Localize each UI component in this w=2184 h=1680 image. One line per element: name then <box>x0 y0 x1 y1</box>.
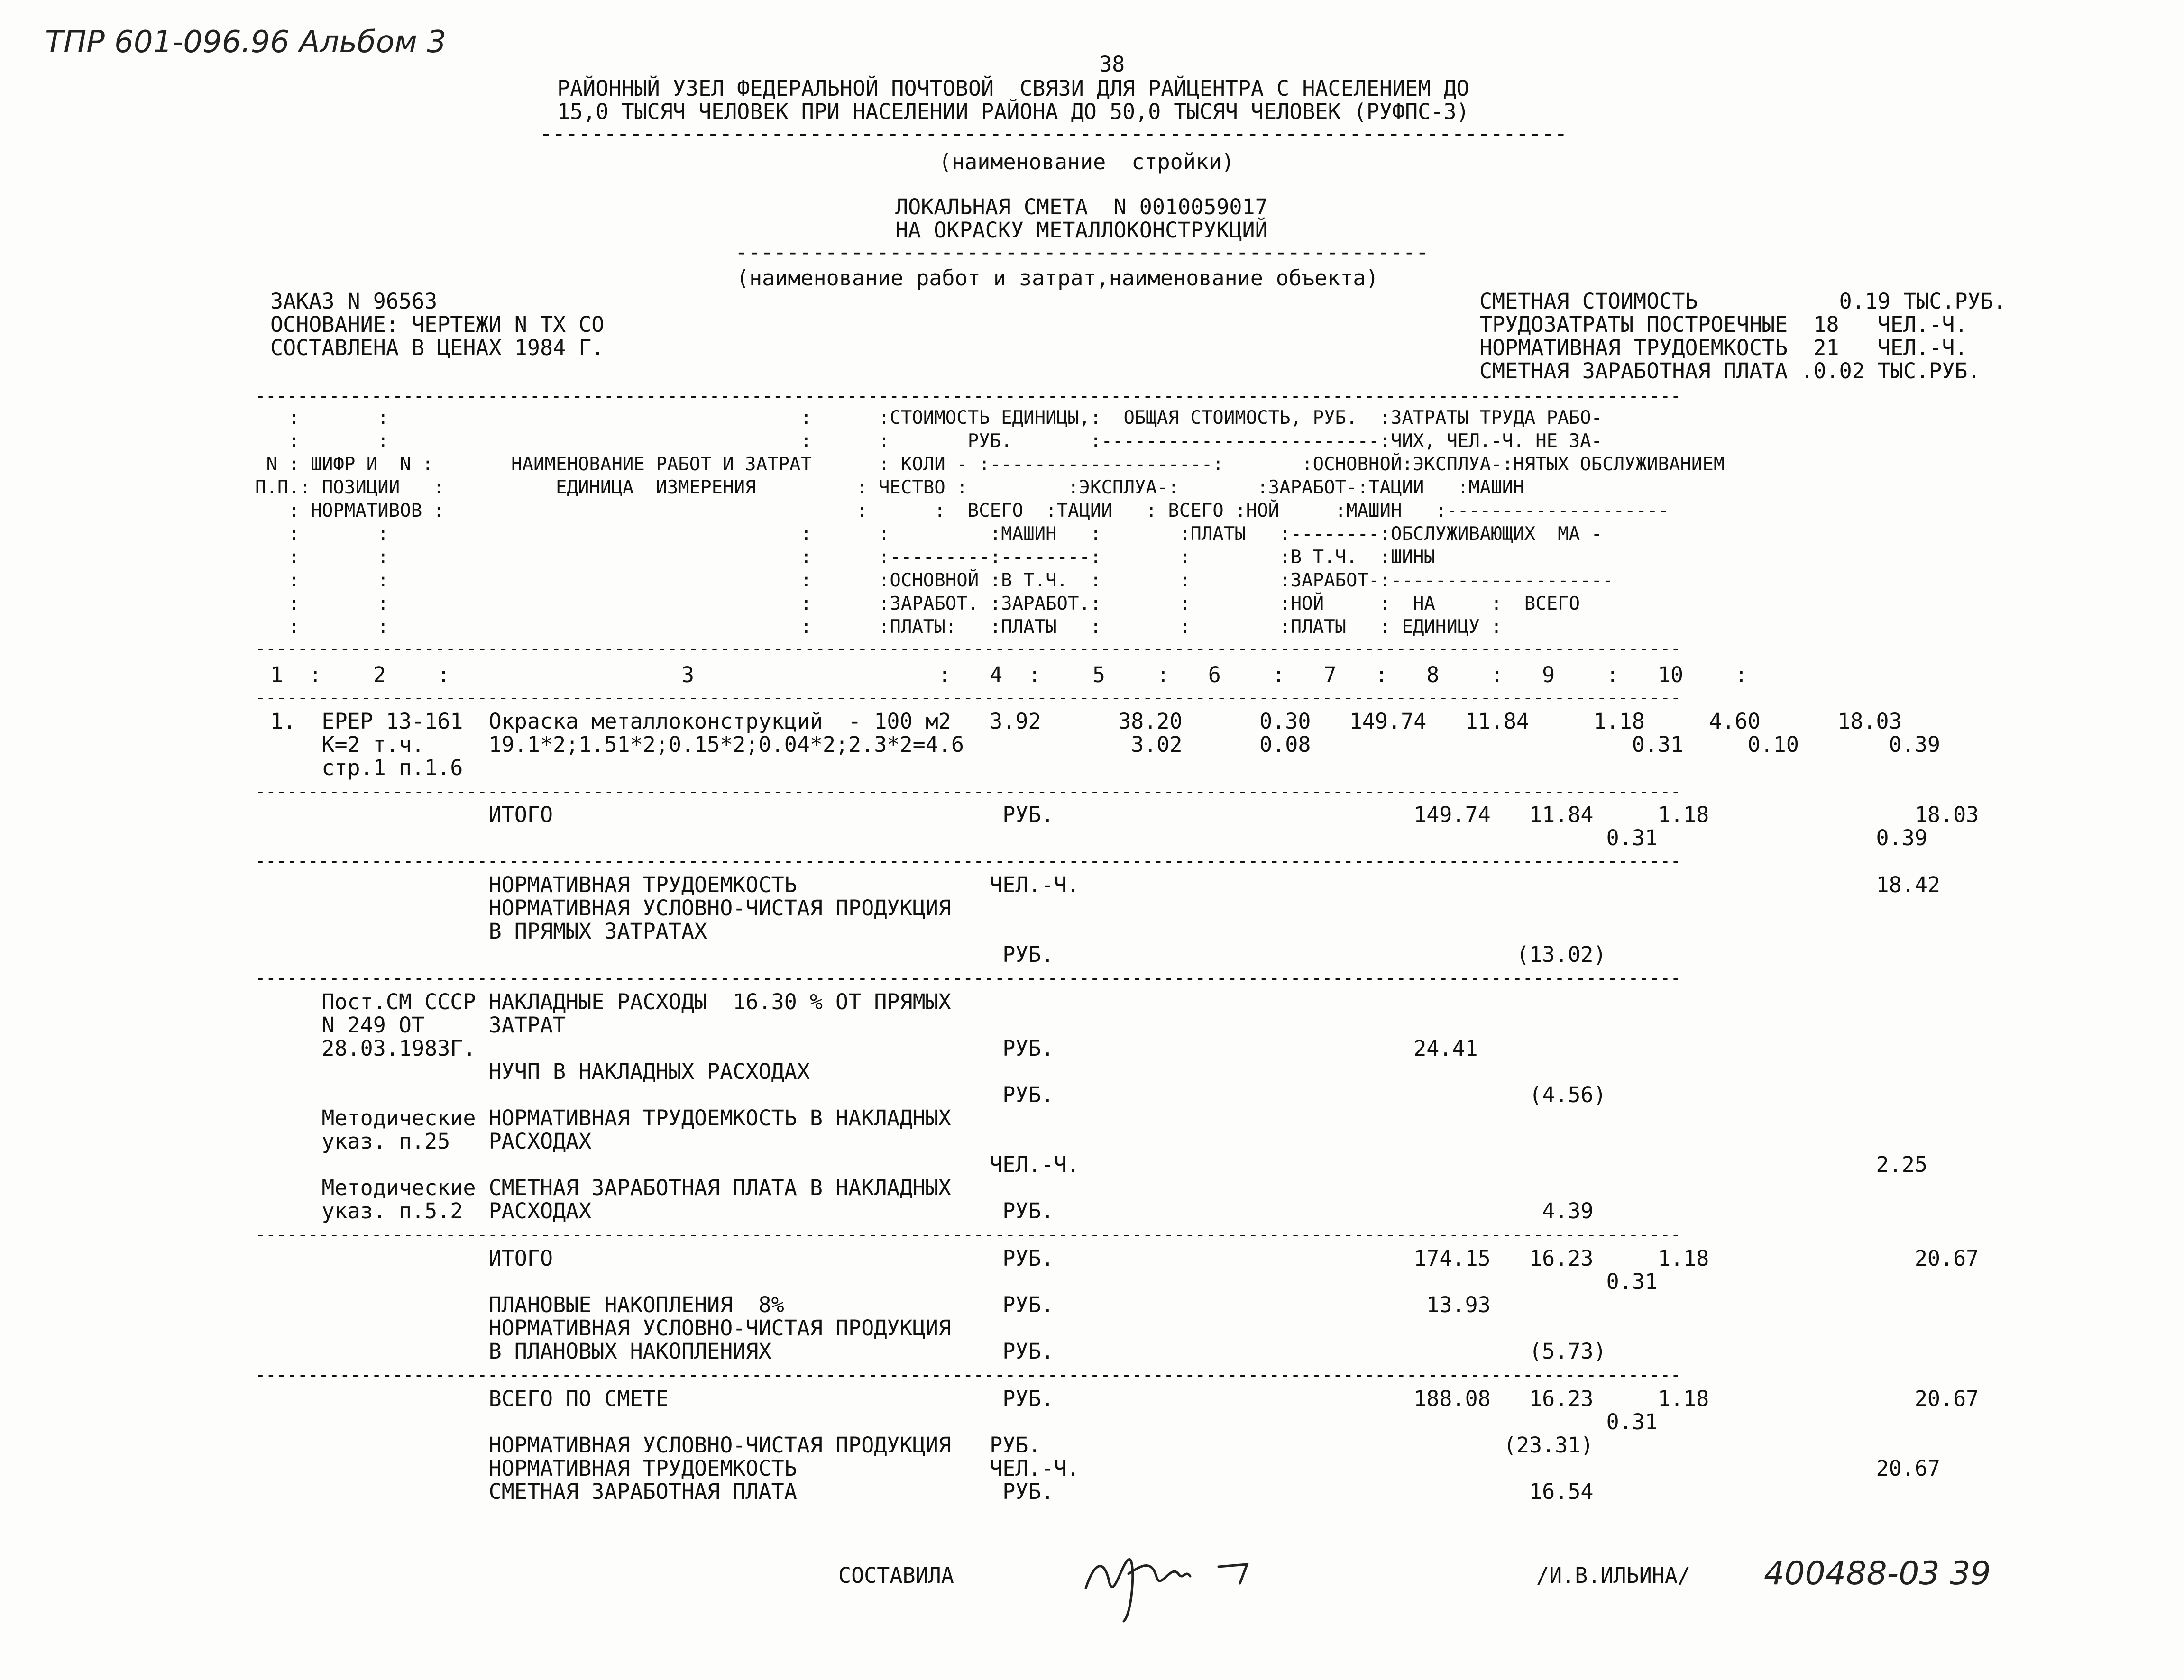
table-rule: --------------------------------------------------------------------------------------------------------------------------------------- <box>255 968 1681 988</box>
order-number: ЗАКАЗ N 96563 <box>270 289 438 314</box>
grand-total-wages: СМЕТНАЯ ЗАРАБОТНАЯ ПЛАТА РУБ. 16.54 <box>270 1479 1594 1504</box>
total-line1: ИТОГО РУБ. 174.15 16.23 1.18 20.67 <box>270 1246 1979 1271</box>
price-base: СОСТАВЛЕНА В ЦЕНАХ 1984 Г. <box>270 335 605 360</box>
overhead-labor: указ. п.25 РАСХОДАХ <box>270 1129 592 1154</box>
table-header-row: П.П.: ПОЗИЦИИ : ЕДИНИЦА ИЗМЕРЕНИЯ : ЧЕСТВО : :ЭКСПЛУА-: :ЗАРАБОТ-:ТАЦИИ :МАШИН <box>255 477 1524 498</box>
table-header-row: : : : :---------:--------: : :В Т.Ч. :ШИНЫ <box>255 547 1435 568</box>
grand-total-line2: 0.31 <box>270 1409 1658 1434</box>
normative-product-line: НОРМАТИВНАЯ УСЛОВНО-ЧИСТАЯ ПРОДУКЦИЯ <box>270 895 951 921</box>
page-number: 38 <box>1099 52 1125 77</box>
table-rule: --------------------------------------------------------------------------------------------------------------------------------------- <box>255 781 1681 802</box>
item-1-line2: К=2 т.ч. 19.1*2;1.51*2;0.15*2;0.04*2;2.3*2=4.6 3.02 0.08 0.31 0.10 0.39 <box>270 732 1940 757</box>
table-header-row: : : : :ОСНОВНОЙ :В Т.Ч. : : :ЗАРАБОТ-:-------------------- <box>255 570 1614 591</box>
handwritten-sheet-code: 400488-03 39 <box>1764 1555 1991 1592</box>
overhead-nuchp: НУЧП В НАКЛАДНЫХ РАСХОДАХ <box>270 1059 810 1084</box>
subtotal-line1: ИТОГО РУБ. 149.74 11.84 1.18 18.03 <box>270 802 1979 827</box>
table-rule: --------------------------------------------------------------------------------------------------------------------------------------- <box>255 851 1681 871</box>
table-rule: --------------------------------------------------------------------------------------------------------------------------------------- <box>255 1365 1681 1385</box>
table-header-row: : : : : :МАШИН : :ПЛАТЫ :--------:ОБСЛУЖИВАЮЩИХ МА - <box>255 523 1603 545</box>
grand-total-product: НОРМАТИВНАЯ УСЛОВНО-ЧИСТАЯ ПРОДУКЦИЯ РУБ. (23.31) <box>270 1433 1594 1458</box>
table-rule: --------------------------------------------------------------------------------------------------------------------------------------- <box>255 639 1681 659</box>
document-title-line1: РАЙОННЫЙ УЗЕЛ ФЕДЕРАЛЬНОЙ ПОЧТОВОЙ СВЯЗИ ДЛЯ РАЙЦЕНТРА С НАСЕЛЕНИЕМ ДО <box>557 76 1469 101</box>
table-rule: --------------------------------------------------------------------------------------------------------------------------------------- <box>255 1224 1681 1245</box>
estimate-title-line1: ЛОКАЛЬНАЯ СМЕТА N 0010059017 <box>895 194 1268 219</box>
grand-total-labor: НОРМАТИВНАЯ ТРУДОЕМКОСТЬ ЧЕЛ.-Ч. 20.67 <box>270 1456 1940 1481</box>
planned-savings: ПЛАНОВЫЕ НАКОПЛЕНИЯ 8% РУБ. 13.93 <box>270 1292 1491 1317</box>
basis: ОСНОВАНИЕ: ЧЕРТЕЖИ N ТХ СО <box>270 312 605 337</box>
item-1-line3: стр.1 п.1.6 <box>270 755 463 780</box>
overhead-labor-value: ЧЕЛ.-Ч. 2.25 <box>270 1152 1927 1177</box>
table-rule: --------------------------------------------------------------------------------------------------------------------------------------- <box>255 687 1681 708</box>
document-title-line2: 15,0 ТЫСЯЧ ЧЕЛОВЕК ПРИ НАСЕЛЕНИИ РАЙОНА ДО 50,0 ТЫСЯЧ ЧЕЛОВЕК (РУФПС-3) <box>557 99 1469 124</box>
composed-by-label: СОСТАВИЛА <box>838 1563 954 1588</box>
labor-on-site: ТРУДОЗАТРАТЫ ПОСТРОЕЧНЫЕ 18 ЧЕЛ.-Ч. <box>1479 312 1968 337</box>
estimate-title-line2: НА ОКРАСКУ МЕТАЛЛОКОНСТРУКЦИЙ <box>895 218 1268 243</box>
normative-labor: НОРМАТИВНАЯ ТРУДОЕМКОСТЬ 21 ЧЕЛ.-Ч. <box>1479 335 1968 360</box>
planned-product-value: В ПЛАНОВЫХ НАКОПЛЕНИЯХ РУБ. (5.73) <box>270 1339 1606 1364</box>
grand-total-line1: ВСЕГО ПО СМЕТЕ РУБ. 188.08 16.23 1.18 20.67 <box>270 1386 1979 1411</box>
subtotal-line2: 0.31 0.39 <box>270 825 1927 850</box>
table-header-row: : : : :ПЛАТЫ: :ПЛАТЫ : : :ПЛАТЫ : ЕДИНИЦУ : <box>255 616 1502 638</box>
table-header-row: : : : : РУБ. :-------------------------:ЧИХ, ЧЕЛ.-Ч. НЕ ЗА- <box>255 430 1603 452</box>
estimate-rule: ------------------------------------------------------ <box>735 239 1429 265</box>
table-header-row: : : : :ЗАРАБОТ. :ЗАРАБОТ.: : :НОЙ : НА : ВСЕГО <box>255 593 1580 614</box>
estimated-wages: СМЕТНАЯ ЗАРАБОТНАЯ ПЛАТА .0.02 ТЫС.РУБ. <box>1479 358 1981 383</box>
table-header-row: : НОРМАТИВОВ : : : ВСЕГО :ТАЦИИ : ВСЕГО :НОЙ :МАШИН :-------------------- <box>255 500 1669 521</box>
table-header-row: N : ШИФР И N : НАИМЕНОВАНИЕ РАБОТ И ЗАТРАТ : КОЛИ - :--------------------: :ОСНОВНОЙ:ЭКСПЛУА-:НЯТЫХ ОБСЛУЖИВАНИЕМ <box>255 454 1725 475</box>
normative-product-line: В ПРЯМЫХ ЗАТРАТАХ <box>270 919 707 944</box>
overhead-value: 28.03.1983Г. РУБ. 24.41 <box>270 1036 1478 1061</box>
overhead-line: N 249 ОТ ЗАТРАТ <box>270 1013 566 1038</box>
overhead-line: Пост.СМ СССР НАКЛАДНЫЕ РАСХОДЫ 16.30 % ОТ ПРЯМЫХ <box>270 989 951 1014</box>
table-rule-top: --------------------------------------------------------------------------------------------------------------------------------------- <box>255 386 1681 406</box>
caption-construction: (наименование стройки) <box>939 149 1235 174</box>
overhead-wages: Методические СМЕТНАЯ ЗАРАБОТНАЯ ПЛАТА В НАКЛАДНЫХ <box>270 1175 951 1200</box>
overhead-wages-value: указ. п.5.2 РАСХОДАХ РУБ. 4.39 <box>270 1198 1594 1223</box>
handwritten-album-note: ТПР 601-096.96 Альбом 3 <box>45 25 447 60</box>
overhead-nuchp-value: РУБ. (4.56) <box>270 1082 1606 1107</box>
title-rule: -------------------------------------------------------------------------------- <box>540 121 1568 146</box>
column-numbers-row: 1 : 2 : 3 : 4 : 5 : 6 : 7 : 8 : 9 : 10 : <box>270 662 1748 687</box>
table-header-row: : : : :СТОИМОСТЬ ЕДИНИЦЫ,: ОБЩАЯ СТОИМОСТЬ, РУБ. :ЗАТРАТЫ ТРУДА РАБО- <box>255 407 1603 429</box>
caption-work: (наименование работ и затрат,наименование объекта) <box>736 265 1379 291</box>
signature <box>1076 1531 1266 1626</box>
planned-product: НОРМАТИВНАЯ УСЛОВНО-ЧИСТАЯ ПРОДУКЦИЯ <box>270 1315 951 1341</box>
total-line2: 0.31 <box>270 1269 1658 1294</box>
item-1-line1: 1. ЕРЕР 13-161 Окраска металлоконструкций - 100 м2 3.92 38.20 0.30 149.74 11.84 1.18 4.60 18.03 <box>270 709 1902 734</box>
normative-labor-line: НОРМАТИВНАЯ ТРУДОЕМКОСТЬ ЧЕЛ.-Ч. 18.42 <box>270 872 1940 897</box>
signer-name: /И.В.ИЛЬИНА/ <box>1536 1563 1691 1588</box>
normative-product-value: РУБ. (13.02) <box>270 942 1606 967</box>
estimated-cost: СМЕТНАЯ СТОИМОСТЬ 0.19 ТЫС.РУБ. <box>1479 289 2006 314</box>
overhead-labor: Методические НОРМАТИВНАЯ ТРУДОЕМКОСТЬ В НАКЛАДНЫХ <box>270 1105 951 1131</box>
